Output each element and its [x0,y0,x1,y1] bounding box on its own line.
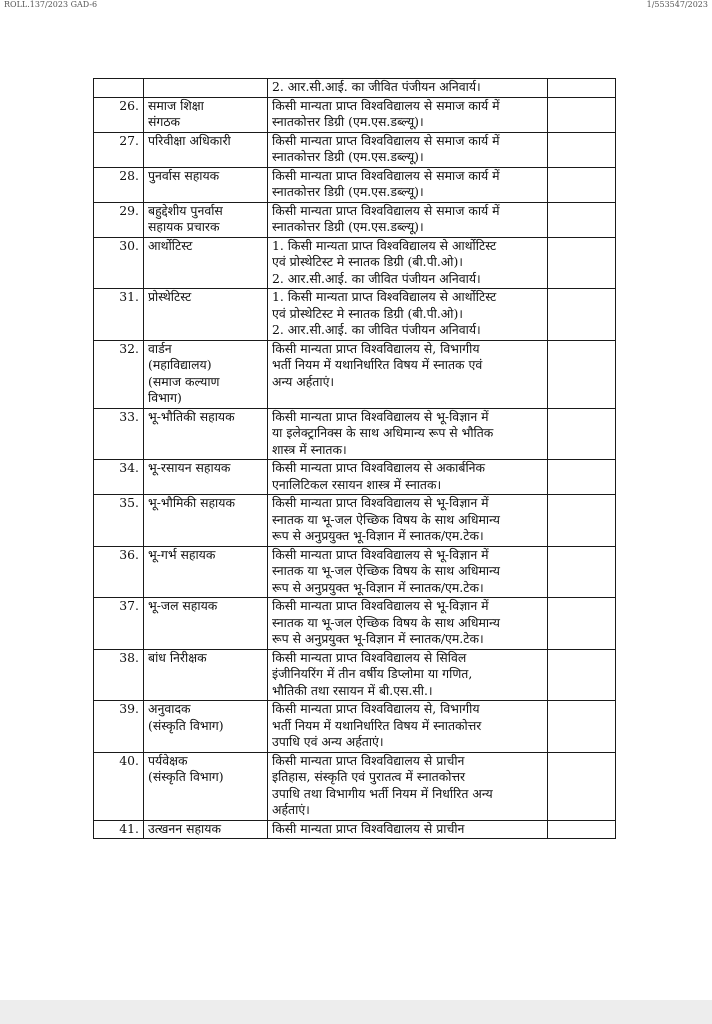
serial-number-cell: 40. [94,752,144,820]
qualification-line: भौतिकी तथा रसायन में बी.एस.सी.। [272,682,433,698]
qualification-line: इंजीनियरिंग में तीन वर्षीय डिप्लोमा या गणित, [272,666,473,681]
qualification-table [93,78,616,839]
qualification-line: स्नातकोत्तर डिग्री (एम.एस.डब्ल्यू)। [272,114,424,129]
qualification-line: 2. आर.सी.आई. का जीवित पंजीयन अनिवार्य। [272,270,481,286]
qualification-line: किसी मान्यता प्राप्त विश्वविद्यालय से प्राचीन [272,820,465,836]
serial-number-cell: 26. [94,97,144,132]
qualification-cell [268,97,548,132]
table-row [94,202,616,237]
post-name-line: (संस्कृति विभाग) [148,769,224,784]
qualification-line: स्नातकोत्तर डिग्री (एम.एस.डब्ल्यू)। [272,184,424,199]
post-name-line: परिवीक्षा अधिकारी [148,132,231,148]
qualification-line: किसी मान्यता प्राप्त विश्वविद्यालय से, विभागीय [272,340,480,356]
qualification-line: किसी मान्यता प्राप्त विश्वविद्यालय से सिविल [272,649,467,665]
qualification-cell [268,598,548,650]
post-name-cell [144,820,268,839]
post-name-line: भू-भौतिकी सहायक [148,408,235,424]
qualification-cell [268,237,548,289]
remarks-cell [548,237,616,289]
qualification-line: 2. आर.सी.आई. का जीवित पंजीयन अनिवार्य। [272,322,481,337]
qualification-cell [268,289,548,341]
qualification-line: 1. किसी मान्यता प्राप्त विश्वविद्यालय से आर्थोटिस्ट [272,237,497,253]
qualification-line: किसी मान्यता प्राप्त विश्वविद्यालय से समाज कार्य में [272,97,500,113]
post-name-line: अनुवादक [148,701,191,716]
qualification-line: रूप से अनुप्रयुक्त भू-विज्ञान में स्नातक/एम.टेक। [272,579,484,595]
post-name-cell [144,289,268,341]
qualification-line: किसी मान्यता प्राप्त विश्वविद्यालय से भू-विज्ञान में [272,546,489,562]
post-name-cell [144,701,268,753]
table-row [94,408,616,460]
post-name-line: उत्खनन सहायक [148,820,221,836]
post-name-cell [144,97,268,132]
qualification-line: रूप से अनुप्रयुक्त भू-विज्ञान में स्नातक/एम.टेक। [272,631,484,646]
table-row [94,546,616,598]
serial-number-cell: 38. [94,649,144,701]
post-name-cell [144,340,268,408]
qualification-line: किसी मान्यता प्राप्त विश्वविद्यालय से समाज कार्य में [272,167,500,183]
post-name-cell [144,598,268,650]
qualification-line: स्नातक या भू-जल ऐच्छिक विषय के साथ अधिमान्य [272,563,500,578]
qualification-line: उपाधि तथा विभागीय भर्ती नियम में निर्धारित अन्य [272,785,493,801]
remarks-cell [548,167,616,202]
qualification-line: एनालिटिकल रसायन शास्त्र में स्नातक। [272,476,442,492]
qualification-cell [268,202,548,237]
remarks-cell [548,132,616,167]
qualification-cell [268,408,548,460]
post-name-cell [144,649,268,701]
post-name-line: भू-गर्भ सहायक [148,546,216,562]
qualification-line: 2. आर.सी.आई. का जीवित पंजीयन अनिवार्य। [272,79,481,94]
table-row [94,752,616,820]
serial-number-cell: 37. [94,598,144,650]
table-row [94,649,616,701]
qualification-cell [268,132,548,167]
remarks-cell [548,79,616,98]
remarks-cell [548,820,616,839]
viewer-bottom-bar [0,1000,712,1024]
qualification-line: स्नातक या भू-जल ऐच्छिक विषय के साथ अधिमान्य [272,511,500,527]
qualification-cell [268,649,548,701]
remarks-cell [548,202,616,237]
qualification-cell [268,340,548,408]
qualification-cell [268,701,548,753]
serial-number-cell: 27. [94,132,144,167]
table-row [94,79,616,98]
post-name-line: बांध निरीक्षक [148,649,207,665]
serial-number-cell: 30. [94,237,144,289]
qualification-line: किसी मान्यता प्राप्त विश्वविद्यालय से भू-विज्ञान में [272,408,489,424]
serial-number-cell: 28. [94,167,144,202]
qualification-line: या इलेक्ट्रानिक्स के साथ अधिमान्य रूप से भौतिक [272,425,494,440]
remarks-cell [548,408,616,460]
qualification-line: स्नातक या भू-जल ऐच्छिक विषय के साथ अधिमान्य [272,614,500,630]
post-name-line: (महाविद्यालय) [148,357,212,372]
remarks-cell [548,340,616,408]
serial-number-cell: 34. [94,460,144,495]
post-name-cell [144,460,268,495]
table-row [94,495,616,547]
qualification-cell [268,546,548,598]
serial-number-cell [94,79,144,98]
remarks-cell [548,546,616,598]
remarks-cell [548,289,616,341]
remarks-cell [548,598,616,650]
post-name-line: वार्डन [148,340,172,356]
serial-number-cell: 32. [94,340,144,408]
qualification-line: उपाधि एवं अन्य अर्हताएं। [272,734,384,749]
header-reference-left: ROLL.137/2023 GAD-6 [4,0,98,9]
table-row [94,237,616,289]
post-name-line: (संस्कृति विभाग) [148,717,224,733]
table-row [94,460,616,495]
qualification-line: किसी मान्यता प्राप्त विश्वविद्यालय से समाज कार्य में [272,202,500,218]
post-name-cell [144,546,268,598]
qualification-line: किसी मान्यता प्राप्त विश्वविद्यालय से भू-विज्ञान में [272,598,489,613]
post-name-line: भू-रसायन सहायक [148,460,231,475]
post-name-line: पुनर्वास सहायक [148,167,220,183]
qualification-line: किसी मान्यता प्राप्त विश्वविद्यालय से अकार्बनिक [272,460,486,475]
remarks-cell [548,460,616,495]
qualification-line: रूप से अनुप्रयुक्त भू-विज्ञान में स्नातक/एम.टेक। [272,528,484,543]
table-row [94,167,616,202]
serial-number-cell: 33. [94,408,144,460]
post-name-cell [144,495,268,547]
serial-number-cell: 29. [94,202,144,237]
post-name-cell [144,237,268,289]
post-name-line: भू-भौमिकी सहायक [148,495,235,510]
post-name-line: संगठक [148,114,181,129]
post-name-line: पर्यवेक्षक [148,752,188,768]
post-name-cell [144,202,268,237]
qualification-cell [268,495,548,547]
table-row [94,340,616,408]
remarks-cell [548,752,616,820]
qualification-cell [268,752,548,820]
remarks-cell [548,649,616,701]
table-row [94,820,616,839]
table-row [94,97,616,132]
qualification-line: इतिहास, संस्कृति एवं पुरातत्व में स्नातकोत्तर [272,769,466,784]
post-name-line: सहायक प्रचारक [148,219,220,234]
qualification-line: अन्य अर्हताएं। [272,373,335,389]
post-name-line: प्रोस्थेटिस्ट [148,289,192,304]
qualification-line: भर्ती नियम में यथानिर्धारित विषय में स्नातकोत्तर [272,717,482,733]
qualification-line: एवं प्रोस्थेटिस्ट मे स्नातक डिग्री (बी.पी.ओ)। [272,305,463,321]
header-reference-right: 1/553547/2023 [646,0,708,9]
qualification-cell [268,79,548,98]
remarks-cell [548,701,616,753]
qualification-line: शास्त्र में स्नातक। [272,441,347,457]
qualification-line: एवं प्रोस्थेटिस्ट मे स्नातक डिग्री (बी.पी.ओ)। [272,254,463,269]
qualification-cell [268,167,548,202]
qualification-line: स्नातकोत्तर डिग्री (एम.एस.डब्ल्यू)। [272,149,424,164]
post-name-cell [144,408,268,460]
qualification-line: किसी मान्यता प्राप्त विश्वविद्यालय से भू-विज्ञान में [272,495,489,510]
serial-number-cell: 35. [94,495,144,547]
qualification-cell [268,820,548,839]
post-name-line: विभाग) [148,390,182,405]
table-row [94,598,616,650]
table-row [94,132,616,167]
serial-number-cell: 39. [94,701,144,753]
qualification-line: 1. किसी मान्यता प्राप्त विश्वविद्यालय से आर्थोटिस्ट [272,289,497,304]
qualification-line: भर्ती नियम में यथानिर्धारित विषय में स्नातक एवं [272,357,483,372]
qualification-line: स्नातकोत्तर डिग्री (एम.एस.डब्ल्यू)। [272,219,424,234]
post-name-line: भू-जल सहायक [148,598,218,613]
qualification-line: किसी मान्यता प्राप्त विश्वविद्यालय से प्राचीन [272,752,465,768]
post-name-cell [144,752,268,820]
post-name-line: बहुद्देशीय पुनर्वास [148,202,223,218]
table-row [94,289,616,341]
qualification-line: अर्हताएं। [272,802,310,817]
qualification-cell [268,460,548,495]
post-name-line: आर्थोटिस्ट [148,237,193,253]
post-name-line: समाज शिक्षा [148,97,204,113]
qualification-table-body [94,79,616,839]
table-row [94,701,616,753]
serial-number-cell: 31. [94,289,144,341]
serial-number-cell: 36. [94,546,144,598]
post-name-cell [144,79,268,98]
post-name-cell [144,167,268,202]
post-name-cell [144,132,268,167]
serial-number-cell: 41. [94,820,144,839]
qualification-line: किसी मान्यता प्राप्त विश्वविद्यालय से समाज कार्य में [272,132,500,148]
remarks-cell [548,97,616,132]
qualification-line: किसी मान्यता प्राप्त विश्वविद्यालय से, विभागीय [272,701,480,716]
remarks-cell [548,495,616,547]
post-name-line: (समाज कल्याण [148,373,220,389]
